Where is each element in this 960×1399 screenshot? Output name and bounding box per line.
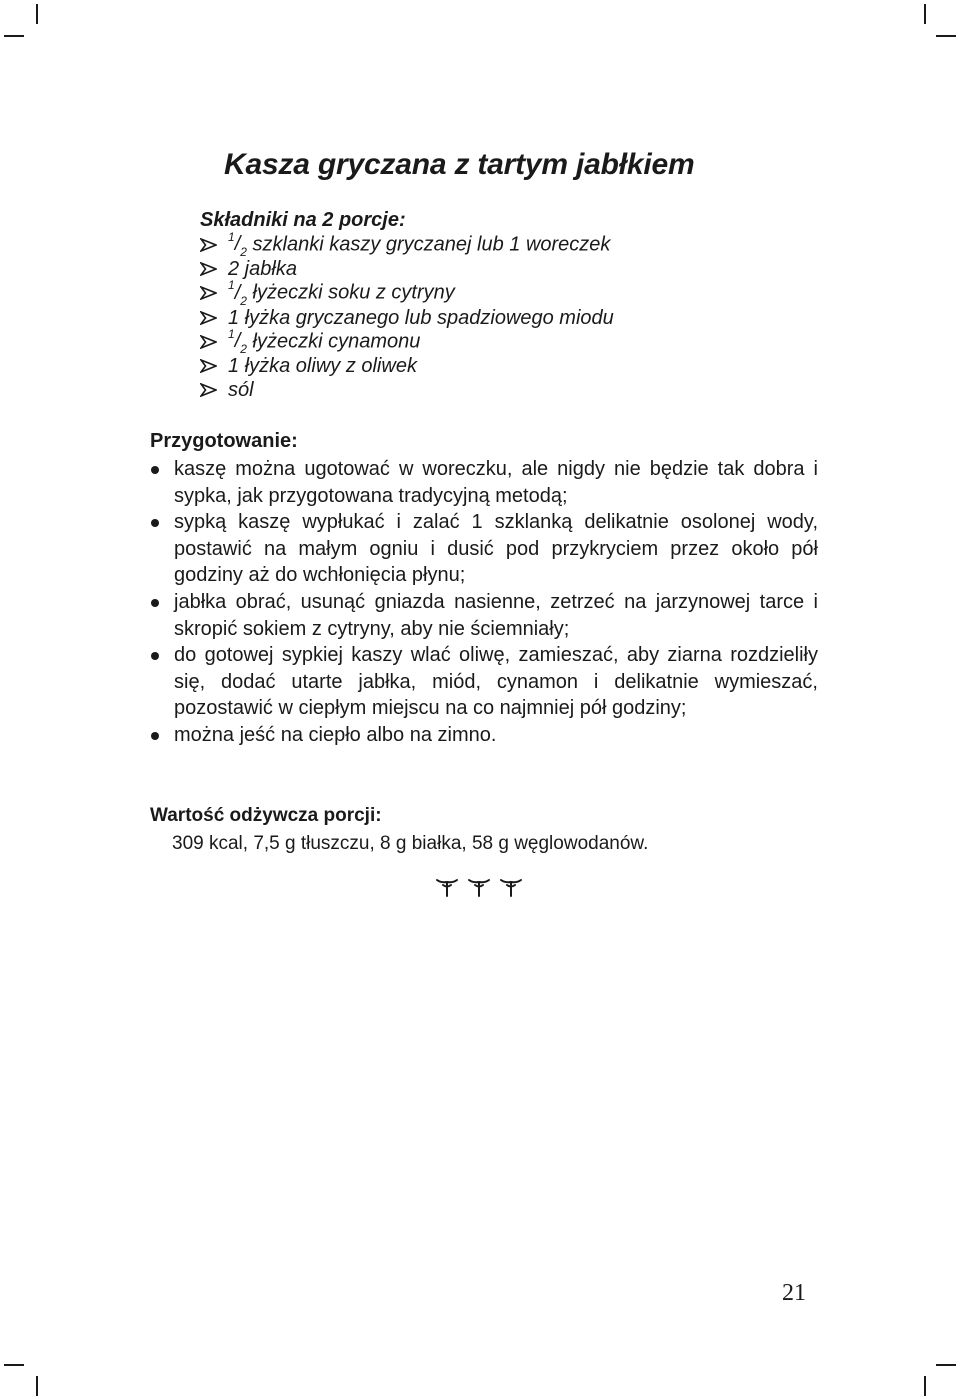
- ingredient-item: [200, 378, 840, 402]
- ingredients-section: [200, 207, 840, 402]
- fraction: $^1/_2$: [228, 229, 247, 260]
- arrow-bullet-icon: [200, 262, 228, 276]
- ingredient-text: $^1/_2$ łyżeczki soku z cytryny: [228, 278, 455, 308]
- step-text: do gotowej sypkiej kaszy wlać oliwę, zamieszać, aby ziarna rozdzieliły się, dodać utarte jabłka, miód, cynamon i delikatnie wymieszać, pozostawić w ciepłym miejscu na co najmniej pół godziny;: [174, 644, 818, 720]
- arrow-bullet-icon: [200, 311, 228, 325]
- ingredient-text: $^1/_2$ szklanki kaszy gryczanej lub 1 woreczek: [228, 229, 611, 260]
- fraction: $^1/_2$: [228, 278, 247, 308]
- arrow-bullet-icon: [200, 286, 228, 300]
- ingredient-item: [200, 326, 840, 357]
- arrow-bullet-icon: [200, 335, 228, 349]
- fraction: $^1/_2$: [228, 326, 247, 357]
- ingredient-text: $^1/_2$ łyżeczki cynamonu: [228, 326, 421, 357]
- crop-mark: [4, 1364, 24, 1366]
- crop-mark: [936, 35, 956, 37]
- arrow-bullet-icon: [200, 359, 228, 373]
- bullet-icon: [151, 732, 159, 740]
- bullet-icon: [151, 466, 159, 474]
- step-text: sypką kaszę wypłukać i zalać 1 szklanką delikatnie osolonej wody, postawić na małym ogniu i dusić pod przykryciem przez około pół godziny aż do wchłonięcia płynu;: [174, 511, 818, 587]
- preparation-section: [150, 428, 818, 749]
- bullet-icon: [151, 652, 159, 660]
- preparation-step: [150, 642, 818, 722]
- step-text: jabłka obrać, usunąć gniazda nasienne, zetrzeć na jarzynowej tarce i skropić sokiem z cytryny, aby nie ściemniały;: [174, 590, 818, 640]
- page-number: 21: [782, 1280, 806, 1306]
- ingredient-list: [200, 229, 840, 402]
- crop-mark: [936, 1364, 956, 1366]
- preparation-step: [150, 509, 818, 589]
- preparation-steps: [150, 456, 818, 749]
- step-text: kaszę można ugotować w woreczku, ale nigdy nie będzie tak dobra i sypka, jak przygotowana tradycyjną metodą;: [174, 458, 818, 507]
- ingredient-text: 2 jabłka: [228, 258, 297, 281]
- nutrition-heading: Wartość odżywcza porcji:: [150, 805, 382, 826]
- crop-mark: [4, 35, 24, 37]
- preparation-step: [150, 456, 818, 509]
- recipe-title: Kasza gryczana z tartym jabłkiem: [224, 148, 695, 181]
- ingredient-text: sól: [228, 379, 254, 402]
- nutrition-section: [150, 804, 648, 857]
- crop-mark: [36, 4, 38, 24]
- nutrition-value: 309 kcal, 7,5 g tłuszczu, 8 g białka, 58 g węglowodanów.: [172, 833, 649, 854]
- arrow-bullet-icon: [200, 383, 228, 397]
- ingredient-item: [200, 229, 840, 260]
- ingredient-text: 1 łyżka gryczanego lub spadziowego miodu: [228, 306, 614, 329]
- ingredients-heading: Składniki na 2 porcje:: [200, 209, 406, 231]
- ingredient-item: [200, 354, 840, 378]
- bullet-icon: [151, 599, 159, 607]
- arrow-bullet-icon: [200, 238, 228, 252]
- crop-mark: [924, 4, 926, 24]
- crop-mark: [36, 1376, 38, 1396]
- preparation-heading: Przygotowanie:: [150, 430, 298, 452]
- bullet-icon: [151, 519, 159, 527]
- crop-mark: [924, 1376, 926, 1396]
- ornament-icon: [434, 876, 524, 900]
- preparation-step: [150, 722, 818, 749]
- ingredient-text: 1 łyżka oliwy z oliwek: [228, 355, 417, 378]
- step-text: można jeść na ciepło albo na zimno.: [174, 723, 497, 746]
- ingredient-item: [200, 278, 840, 308]
- preparation-step: [150, 589, 818, 642]
